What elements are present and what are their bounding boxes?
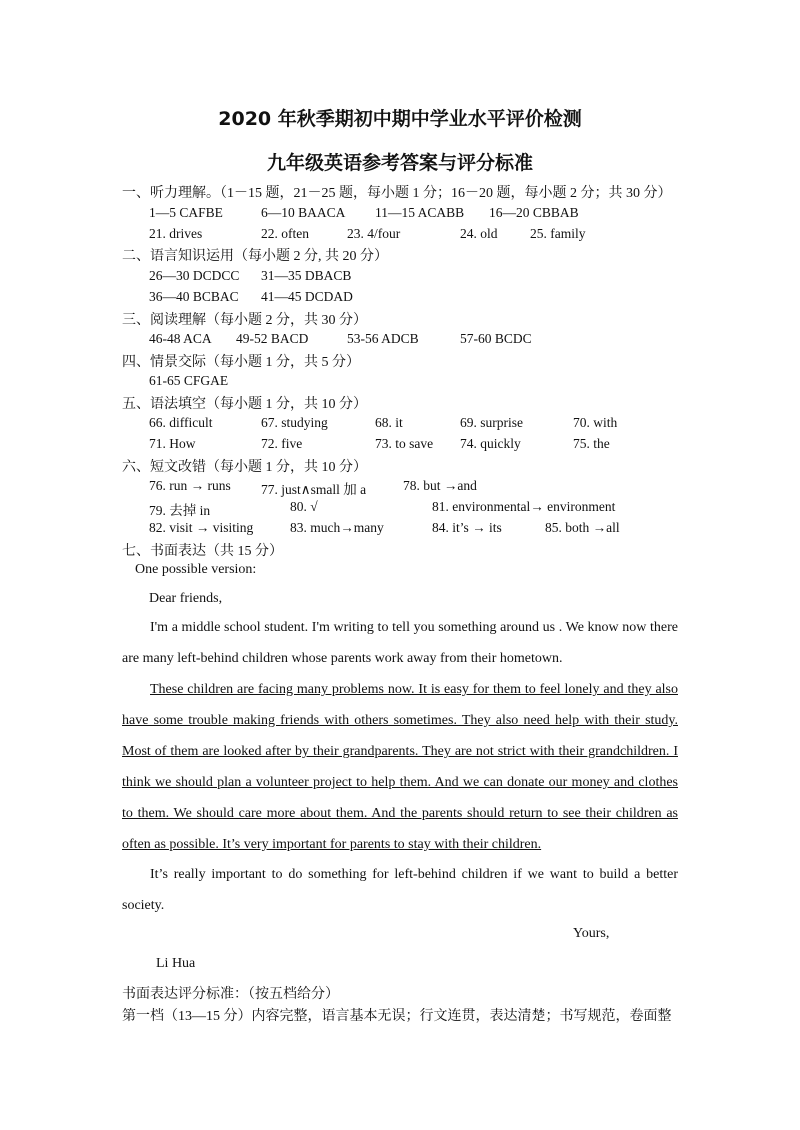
answer-item: 68. it	[375, 415, 403, 430]
criteria-heading: 书面表达评分标准：（按五档给分）	[122, 987, 339, 1002]
version-label: One possible version:	[135, 562, 257, 577]
section5-heading: 五、语法填空（每小题 1 分，共 10 分）	[122, 397, 367, 412]
answer-item: 74. quickly	[460, 436, 521, 451]
answer-item: 66. difficult	[149, 415, 213, 430]
section1-heading: 一、听力理解。（1－15 题，21－25 题，每小题 1 分；16－20 题，每小题 2 分；共 30 分）	[122, 186, 672, 201]
answer-item: 84. it’s → its	[432, 520, 502, 535]
answer-item: 11—15 ACABB	[375, 205, 465, 220]
answer-item: 21. drives	[149, 226, 203, 241]
letter-paragraph-3: It’s really important to do something for left-behind children if we want to build a better society.	[122, 867, 678, 913]
answer-item: 73. to save	[375, 436, 434, 451]
answer-item: 69. surprise	[460, 415, 523, 430]
answer-item: 75. the	[573, 436, 610, 451]
answer-item: 26—30 DCDCC	[149, 268, 240, 283]
answer-item: 78. but →and	[403, 478, 477, 493]
answer-item: 70. with	[573, 415, 618, 430]
answer-item: 24. old	[460, 226, 498, 241]
criteria-line: 第一档（13—15 分）内容完整，语言基本无误；行文连贯，表达清楚；书写规范，卷面整	[122, 1009, 672, 1024]
section7-heading: 七、书面表达（共 15 分）	[122, 544, 283, 559]
answer-item: 77. just∧small 加 a	[261, 482, 367, 497]
answer-item: 1—5 CAFBE	[149, 205, 223, 220]
answer-item: 80. √	[290, 499, 318, 514]
answer-item: 41—45 DCDAD	[261, 289, 353, 304]
letter-paragraph-1: I'm a middle school student. I'm writing to tell you something around us . We know now there are many left-behind children whose parents work away from their hometown.	[122, 620, 678, 666]
page-subtitle: 九年级英语参考答案与评分标准	[266, 152, 533, 174]
answer-item: 53-56 ADCB	[347, 331, 419, 346]
answer-item: 46-48 ACA	[149, 331, 212, 346]
answer-item: 23. 4/four	[347, 226, 401, 241]
answer-item: 57-60 BCDC	[460, 331, 532, 346]
letter-closing: Yours,	[573, 926, 610, 941]
answer-item: 81. environmental→ environment	[432, 499, 616, 514]
answer-item: 83. much→many	[290, 520, 384, 535]
answer-item: 16—20 CBBAB	[489, 205, 579, 220]
answer-item: 79. 去掉 in	[149, 503, 211, 518]
answer-item: 61-65 CFGAE	[149, 373, 229, 388]
section6-heading: 六、短文改错（每小题 1 分，共 10 分）	[122, 460, 367, 475]
letter-signature: Li Hua	[156, 956, 196, 971]
answer-item: 85. both →all	[545, 520, 620, 535]
letter-greeting: Dear friends,	[149, 591, 223, 606]
answer-item: 36—40 BCBAC	[149, 289, 239, 304]
section3-heading: 三、阅读理解（每小题 2 分，共 30 分）	[122, 313, 367, 328]
answer-item: 22. often	[261, 226, 309, 241]
answer-item: 76. run → runs	[149, 478, 231, 493]
answer-item: 31—35 DBACB	[261, 268, 352, 283]
section2-heading: 二、语言知识运用（每小题 2 分, 共 20 分）	[122, 249, 388, 264]
answer-item: 71. How	[149, 436, 196, 451]
answer-item: 82. visit → visiting	[149, 520, 254, 535]
answer-item: 72. five	[261, 436, 303, 451]
letter-paragraph-2: These children are facing many problems now. It is easy for them to feel lonely and they also have some trouble making friends with others sometimes. They also need help with their study. Most of them are looked after by their grandparents. They are not strict with their grandchildren. I think we should plan a volunteer project to help them. And we can donate our money and clothes to them. We should care more about them. And the parents should return to see their children as often as possible. It’s very important for parents to stay with their children.	[122, 682, 678, 852]
answer-item: 49-52 BACD	[236, 331, 309, 346]
page-title: 2020 年秋季期初中期中学业水平评价检测	[218, 108, 582, 130]
section4-heading: 四、情景交际（每小题 1 分，共 5 分）	[122, 355, 360, 370]
answer-item: 25. family	[530, 226, 586, 241]
answer-item: 6—10 BAACA	[261, 205, 346, 220]
answer-item: 67. studying	[261, 415, 328, 430]
